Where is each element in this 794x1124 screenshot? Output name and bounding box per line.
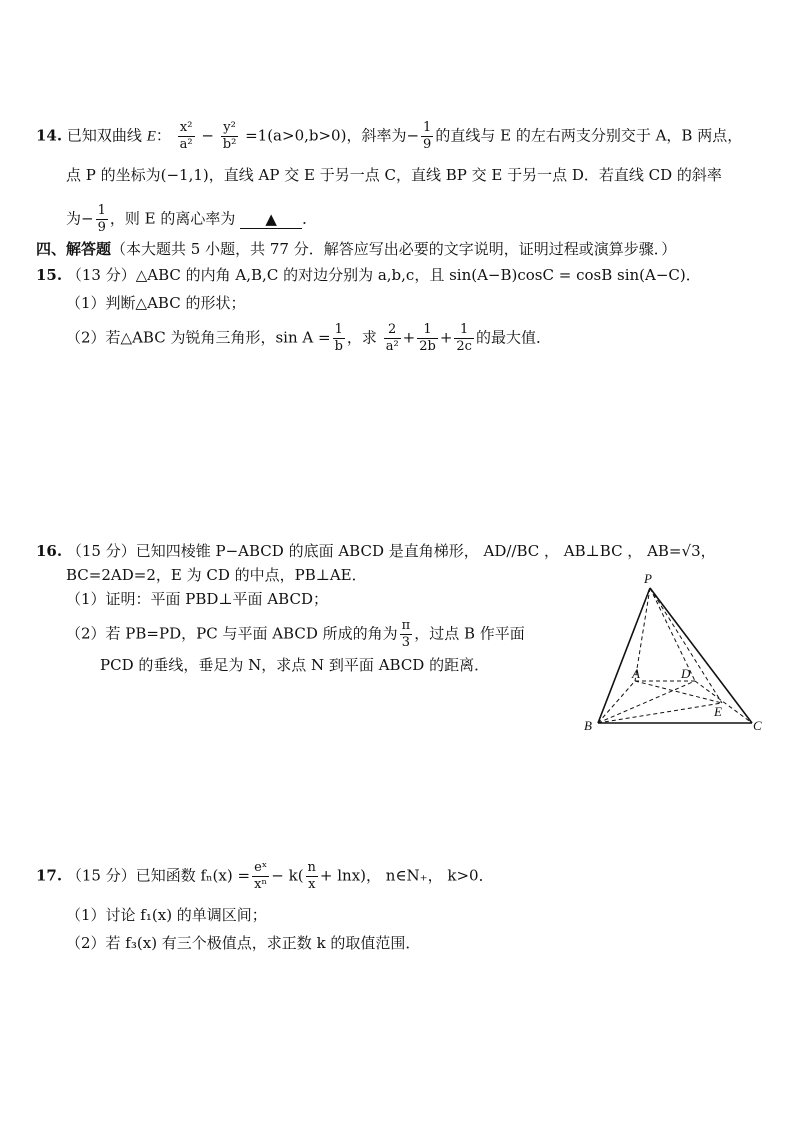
q14-slope-frac2: $\frac{1}{9}$ <box>97 203 106 235</box>
q14-line3 <box>66 203 317 236</box>
q16-stem1: （15 分）已知四棱锥 P−ABCD 的底面 ABCD 是直角梯形， AD//BC ， AB⊥BC ， AB=√3， <box>66 542 716 560</box>
q16-angle-frac: $\frac{\pi}{3}$ <box>401 618 411 650</box>
edge-pe <box>650 588 722 703</box>
q16-part2-a: （2）若 PB=PD，PC 与平面 ABCD 所成的角为 <box>66 624 398 643</box>
section4-title: 四、解答题 <box>36 240 112 258</box>
q15-frac-2: $\frac{1}{2b}$ <box>419 322 436 354</box>
label-c: C <box>753 718 762 733</box>
q15-frac-1: $\frac{2}{\text{a²}}$ <box>385 322 399 354</box>
q14-colon: ： <box>155 126 171 145</box>
q17-text-a: （15 分）已知函数 fₙ(x) = <box>66 866 251 885</box>
q14-line1 <box>36 120 742 153</box>
q15-stem: （13 分）△ABC 的内角 A,B,C 的对边分别为 a,b,c，且 sin(A−B)cosC = cosB sin(A−C)． <box>66 266 701 284</box>
q14-answer-blank[interactable]: ▲ <box>240 210 302 229</box>
q14-number: 14. <box>36 126 63 145</box>
q15-part1: （1）判断△ABC 的形状； <box>66 294 246 312</box>
q15-frac-3: $\frac{1}{2c}$ <box>456 322 472 354</box>
q14-var-e: E <box>146 128 156 145</box>
q17-text-c: + lnx)， n∈N₊， k>0． <box>319 866 494 885</box>
q14-text-for: 为 <box>66 209 82 228</box>
edge-pc <box>650 588 752 723</box>
edge-dc <box>695 681 752 723</box>
label-b: B <box>584 718 592 733</box>
q15-plus2: + <box>439 328 453 347</box>
q14-text-a: 已知双曲线 <box>66 126 142 145</box>
q14-minus: − <box>201 126 214 145</box>
q17-part1: （1）讨论 f₁(x) 的单调区间； <box>66 906 267 924</box>
q17-line1 <box>36 860 494 893</box>
q16-part2-cont: PCD 的垂线，垂足为 N，求点 N 到平面 ABCD 的距离． <box>100 656 490 674</box>
edge-ba <box>598 681 635 723</box>
label-p: P <box>644 571 652 586</box>
q14-line2: 点 P 的坐标为(−1,1)，直线 AP 交 E 于另一点 C，直线 BP 交 E 于另一点 D．若直线 CD 的斜率 <box>66 166 722 184</box>
q16-number: 16. <box>36 542 63 560</box>
q16-line1 <box>36 540 716 562</box>
q14-slope-frac: $\frac{1}{9}$ <box>423 120 432 152</box>
q14-text-b: ，斜率为 <box>346 126 407 145</box>
q17-frac-exp: $\frac{\text{eˣ}}{\text{xⁿ}}$ <box>254 860 268 892</box>
q15-part2 <box>66 322 551 355</box>
section4-desc: （本大题共 5 小题，共 77 分．解答应写出必要的文字说明，证明过程或演算步骤．） <box>111 240 677 258</box>
q14-neg2: − <box>81 209 94 228</box>
q15-number: 15. <box>36 266 63 284</box>
label-a: A <box>632 666 640 681</box>
section4-heading <box>36 238 676 260</box>
q14-condition: =1(a>0,b>0) <box>245 126 347 145</box>
q15-part2-a: （2）若△ABC 为锐角三角形，sin A = <box>66 328 331 347</box>
edge-ae <box>635 681 722 703</box>
q17-text-b: − k( <box>271 866 304 885</box>
q14-neg: − <box>406 126 420 145</box>
q14-text-ecc: ，则 E 的离心率为 <box>109 209 236 228</box>
q16-part2 <box>66 618 525 651</box>
edge-be <box>598 703 722 723</box>
q17-frac-nx: $\frac{n}{x}$ <box>307 860 316 892</box>
q15-line1 <box>36 264 701 286</box>
q17-number: 17. <box>36 866 63 885</box>
q16-part1: （1）证明：平面 PBD⊥平面 ABCD； <box>66 590 328 608</box>
q15-frac-sin: $\frac{1}{b}$ <box>334 322 343 354</box>
q15-plus1: + <box>402 328 416 347</box>
q16-line2: BC=2AD=2，E 为 CD 的中点，PB⊥AE． <box>66 566 367 584</box>
q15-part2-b: ，求 <box>346 328 377 347</box>
pyramid-figure <box>580 568 770 738</box>
q17-part2: （2）若 f₃(x) 有三个极值点，求正数 k 的取值范围． <box>66 934 421 952</box>
label-e: E <box>714 704 722 719</box>
q14-frac-x: $\frac{\text{x²}}{\text{a²}}$ <box>179 120 193 152</box>
q15-part2-c: 的最大值． <box>475 328 551 347</box>
q16-part2-b: ，过点 B 作平面 <box>414 624 525 643</box>
edge-pb <box>598 588 650 723</box>
q14-text-c: 的直线与 E 的左右两支分别交于 A，B 两点， <box>435 126 743 145</box>
q14-frac-y: $\frac{\text{y²}}{\text{b²}}$ <box>222 120 237 152</box>
label-d: D <box>681 666 691 681</box>
q14-end: ． <box>302 209 318 228</box>
